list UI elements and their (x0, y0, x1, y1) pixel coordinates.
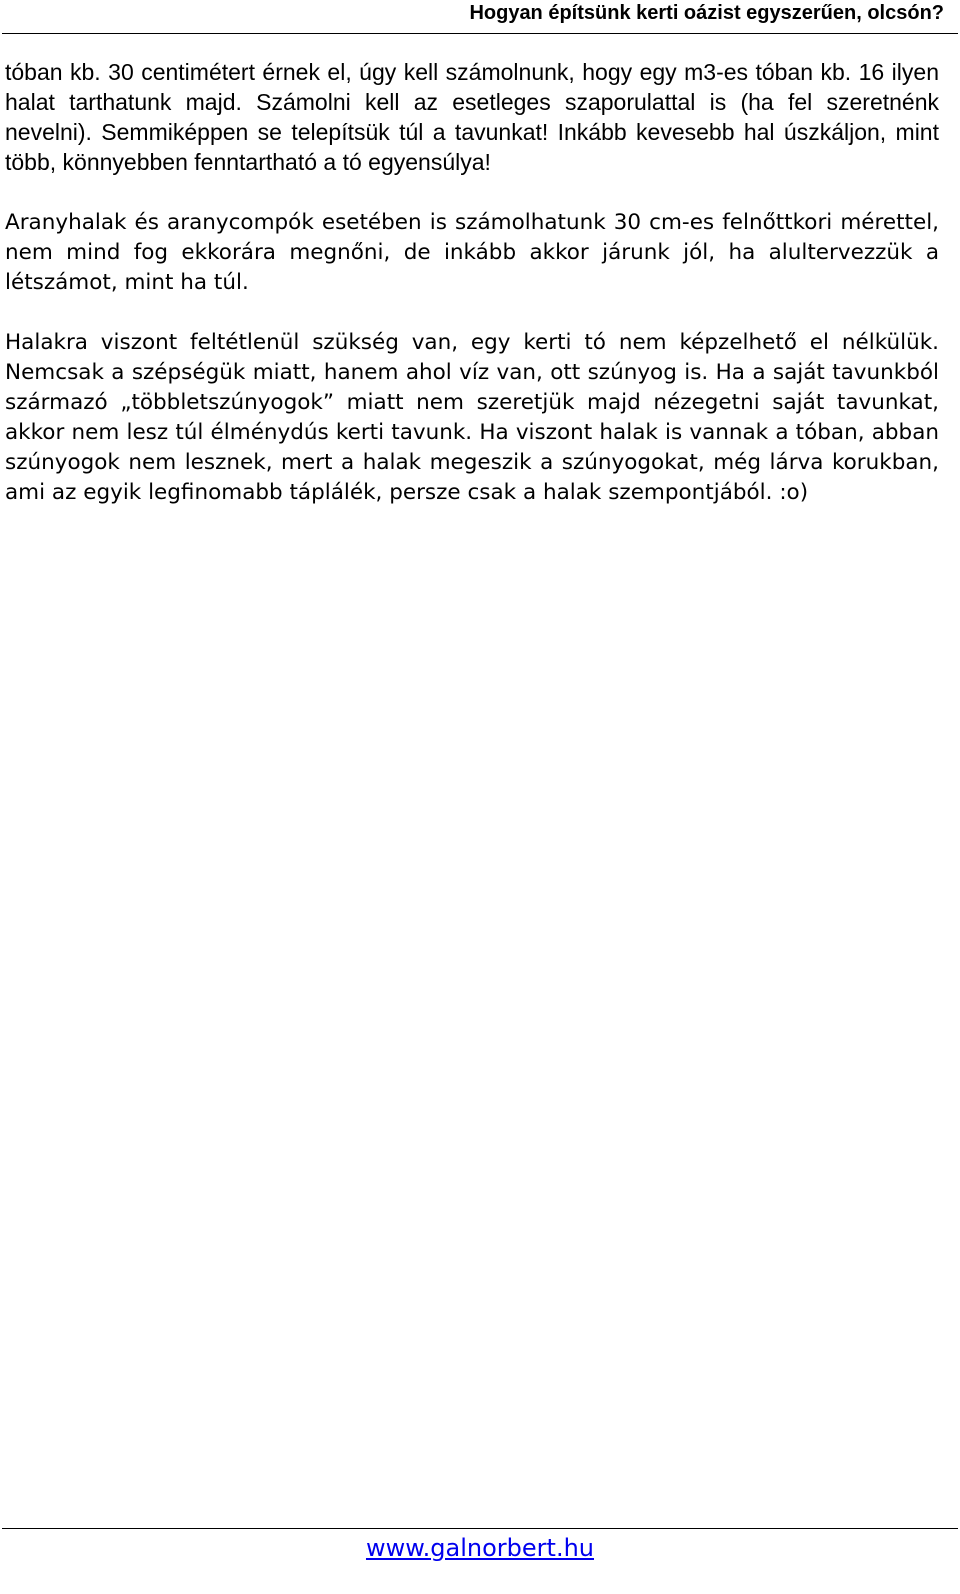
page-footer (0, 1528, 960, 1594)
paragraph-goldfish: Aranyhalak és aranycompók esetében is számolhatunk 30 cm-es felnőttkori mérettel, nem mind fog ekkorára megnőni, de inkább akkor járunk jól, ha alultervezzük a létszámot, mint ha túl. (5, 210, 939, 295)
paragraph-fish-count: tóban kb. 30 centimétert érnek el, úgy kell számolnunk, hogy egy m3-es tóban kb. 16 ilyen halat tarthatunk majd. Számolni kell az esetleges szaporulattal is (ha fel szeretnénk nevelni). Semmiképpen se telepítsük túl a tavunkat! Inkább kevesebb hal úszkáljon, mint több, könnyebben fenntartható a tó egyensúlya! (5, 59, 939, 175)
page-title: Hogyan építsünk kerti oázist egyszerűen, olcsón? (469, 2, 944, 24)
article-body (5, 57, 939, 508)
paragraph-mosquitoes: Halakra viszont feltétlenül szükség van, egy kerti tó nem képzelhető el nélkülük. Nemcsak a szépségük miatt, hanem ahol víz van, ott szúnyog is. Ha a saját tavunkból származó „többletszúnyogok” miatt nem szeretjük majd nézegetni saját tavunkat, akkor nem lesz túl élménydús kerti tavunk. Ha viszont halak is vannak a tóban, abban szúnyogok nem lesznek, mert a halak megeszik a szúnyogokat, még lárva korukban, ami az egyik legfinomabb táplálék, persze csak a halak szempontjából. :o) (5, 330, 939, 505)
website-link[interactable]: www.galnorbert.hu (365, 1534, 594, 1562)
page-header (0, 0, 960, 40)
header-divider (2, 33, 958, 34)
footer-divider (2, 1528, 958, 1529)
